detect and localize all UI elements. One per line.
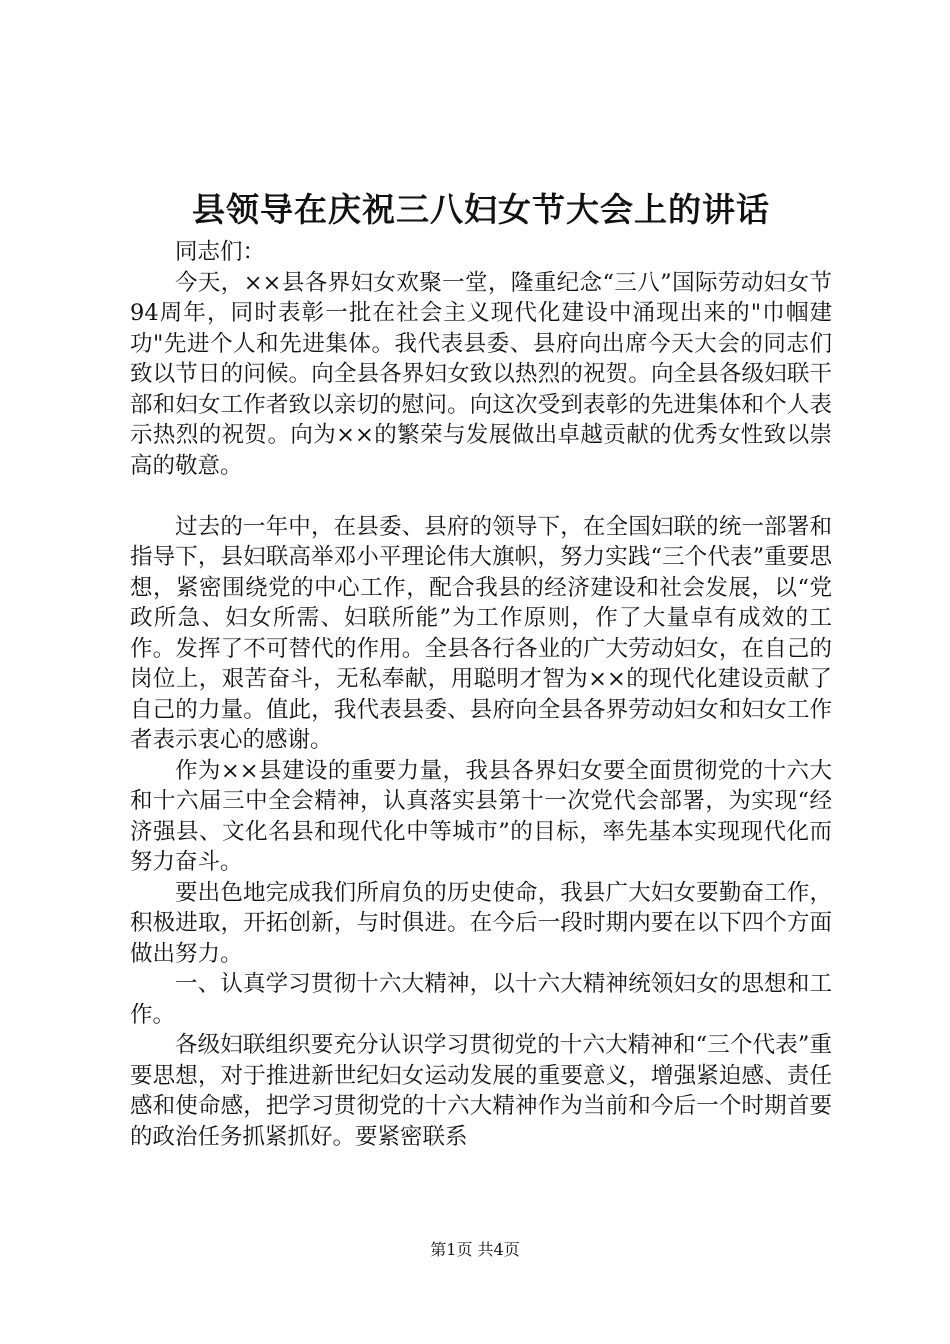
paragraph-2: 过去的一年中，在县委、县府的领导下，在全国妇联的统一部署和指导下，县妇联高举邓小平理论伟大旗帜，努力实践“三个代表”重要思想，紧密围绕党的中心工作，配合我县的经济建设和社会发展，以“党政所急、妇女所需、妇联所能”为工作原则，作了大量卓有成效的工作。发挥了不可替代的作用。全县各行各业的广大劳动妇女，在自己的岗位上，艰苦奋斗，无私奉献，用聪明才智为××的现代化建设贡献了自己的力量。值此，我代表县委、县府向全县各界劳动妇女和妇女工作者表示衷心的感谢。 [130,513,832,753]
paragraph-5: 各级妇联组织要充分认识学习贯彻党的十六大精神和“三个代表”重要思想，对于推进新世纪妇女运动发展的重要意义，增强紧迫感、责任感和使命感，把学习贯彻党的十六大精神作为当前和今后一个时期首要的政治任务抓紧抓好。要紧密联系 [130,1032,832,1150]
document-title: 县领导在庆祝三八妇女节大会上的讲话 [192,190,770,229]
document-body [130,237,832,1152]
paragraph-1: 今天，××县各界妇女欢聚一堂，隆重纪念“三八”国际劳动妇女节94周年，同时表彰一批在社会主义现代化建设中涌现出来的"巾帼建功"先进个人和先进集体。我代表县委、县府向出席今天大会的同志们致以节日的问候。向全县各界妇女致以热烈的祝贺。向全县各级妇联干部和妇女工作者致以亲切的慰问。向这次受到表彰的先进集体和个人表示热烈的祝贺。向为××的繁荣与发展做出卓越贡献的优秀女性致以崇高的敬意。 [130,269,832,479]
document-page [130,0,832,1344]
salutation: 同志们： [175,239,266,265]
paragraph-3: 作为××县建设的重要力量，我县各界妇女要全面贯彻党的十六大和十六届三中全会精神，认真落实县第十一次党代会部署，为实现“经济强县、文化名县和现代化中等城市”的目标，率先基本实现现代化而努力奋斗。 [130,757,832,875]
section-heading-1: 一、认真学习贯彻十六大精神，以十六大精神统领妇女的思想和工作。 [130,971,832,1028]
paragraph-4: 要出色地完成我们所肩负的历史使命，我县广大妇女要勤奋工作，积极进取，开拓创新，与时俱进。在今后一段时期内要在以下四个方面做出努力。 [130,879,832,967]
page-footer: 第1页 共4页 [430,1240,520,1259]
